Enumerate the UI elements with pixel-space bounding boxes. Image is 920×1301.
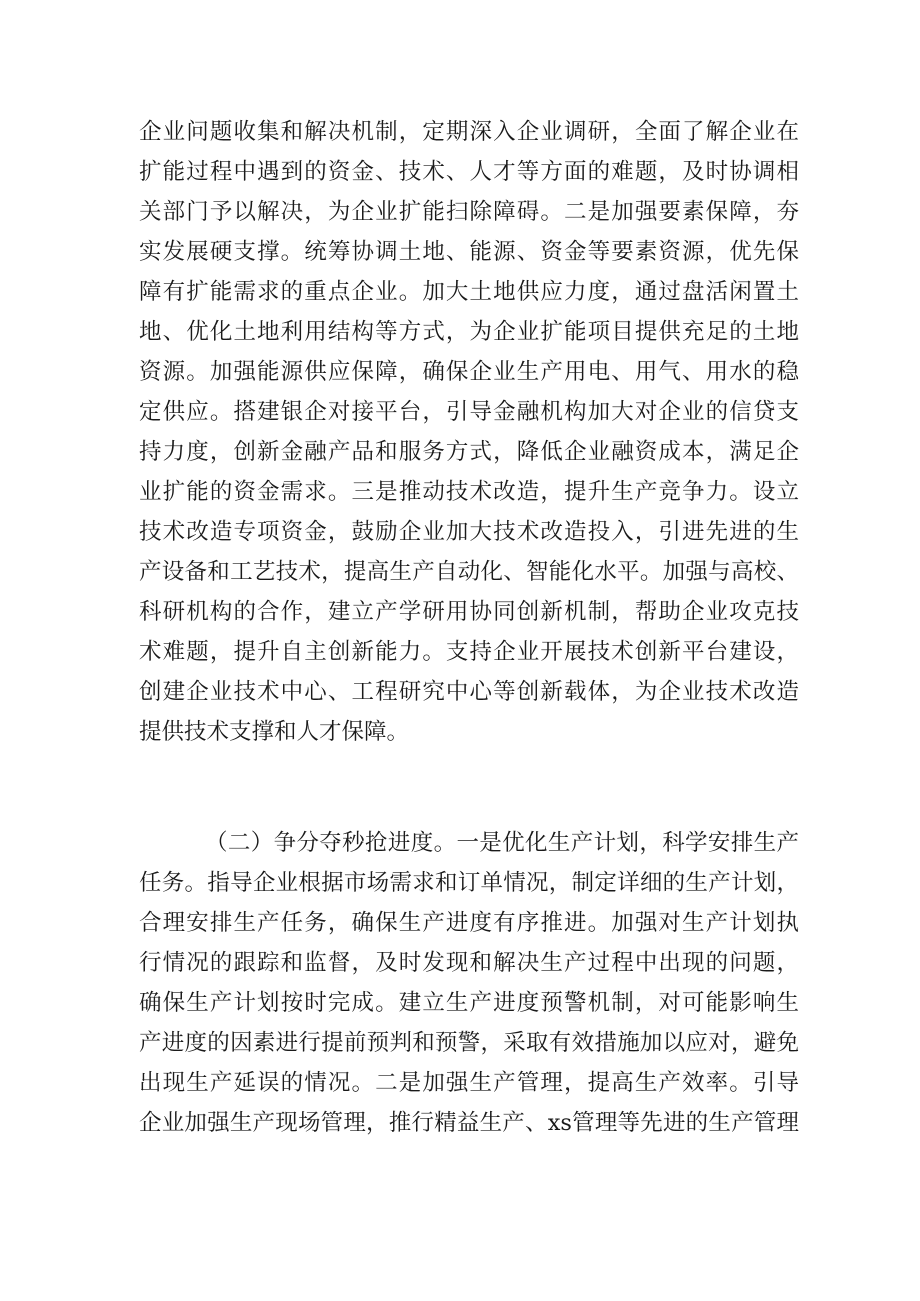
paragraph-line: 地、优化土地利用结构等方式，为企业扩能项目提供充足的土地 [139, 319, 799, 345]
paragraph-line: 产进度的因素进行提前预判和预警，采取有效措施加以应对，避免 [139, 1030, 799, 1056]
paragraph-line: 企业问题收集和解决机制，定期深入企业调研，全面了解企业在 [139, 119, 799, 145]
paragraph-line: 产设备和工艺技术，提高生产自动化、智能化水平。加强与高校、 [139, 559, 799, 585]
paragraph-line: 技术改造专项资金，鼓励企业加大技术改造投入，引进先进的生 [139, 519, 799, 545]
paragraph-line: 定供应。搭建银企对接平台，引导金融机构加大对企业的信贷支 [139, 399, 799, 425]
paragraph-line: 资源。加强能源供应保障，确保企业生产用电、用气、用水的稳 [139, 359, 799, 385]
paragraph-1 [139, 112, 799, 752]
paragraph-line: 企业加强生产现场管理，推行精益生产、xs管理等先进的生产管理 [139, 1110, 799, 1136]
paragraph-line: 科研机构的合作，建立产学研用协同创新机制，帮助企业攻克技 [139, 599, 799, 625]
paragraph-line: 术难题，提升自主创新能力。支持企业开展技术创新平台建设， [139, 639, 799, 665]
paragraph-line: 持力度，创新金融产品和服务方式，降低企业融资成本，满足企 [139, 439, 799, 465]
paragraph-line: 任务。指导企业根据市场需求和订单情况，制定详细的生产计划， [139, 870, 799, 896]
paragraph-line: 关部门予以解决，为企业扩能扫除障碍。二是加强要素保障，夯 [139, 199, 799, 225]
paragraph-line: 行情况的跟踪和监督，及时发现和解决生产过程中出现的问题， [139, 950, 799, 976]
paragraph-2 [139, 823, 799, 1143]
paragraph-line: 实发展硬支撑。统筹协调土地、能源、资金等要素资源，优先保 [139, 239, 799, 265]
paragraph-line: 合理安排生产任务，确保生产进度有序推进。加强对生产计划执 [139, 910, 799, 936]
paragraph-line: 出现生产延误的情况。二是加强生产管理，提高生产效率。引导 [139, 1070, 799, 1096]
paragraph-line: 确保生产计划按时完成。建立生产进度预警机制，对可能影响生 [139, 990, 799, 1016]
paragraph-line: 业扩能的资金需求。三是推动技术改造，提升生产竞争力。设立 [139, 479, 799, 505]
paragraph-line: 扩能过程中遇到的资金、技术、人才等方面的难题，及时协调相 [139, 159, 799, 185]
paragraph-line: 障有扩能需求的重点企业。加大土地供应力度，通过盘活闲置土 [139, 279, 799, 305]
section-heading-line: （二）争分夺秒抢进度。一是优化生产计划，科学安排生产 [205, 830, 799, 856]
paragraph-line: 提供技术支撑和人才保障。 [139, 719, 410, 745]
paragraph-line: 创建企业技术中心、工程研究中心等创新载体，为企业技术改造 [139, 679, 799, 705]
